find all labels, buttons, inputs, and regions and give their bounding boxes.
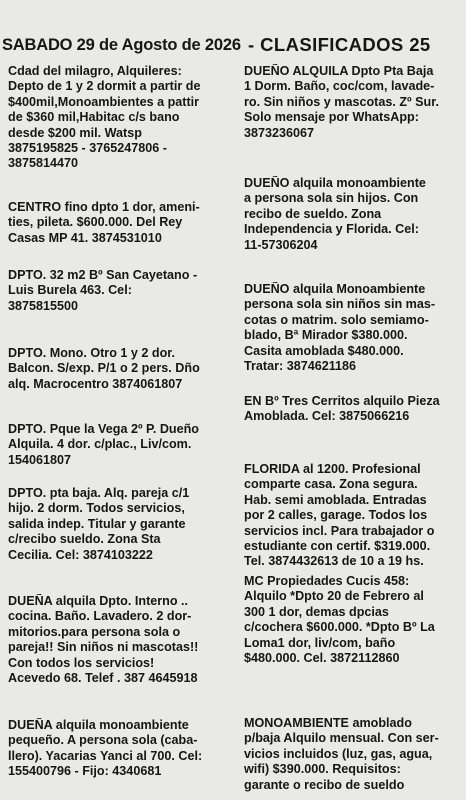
ad-text-line: de $360 mil,Habitac c/s bano	[8, 110, 180, 125]
ad-text-line: blado, Bª Mirador $380.000.	[244, 328, 408, 343]
classified-ad	[244, 574, 460, 666]
ad-text-line: wifi) $390.000. Requisitos:	[244, 762, 401, 777]
classified-ad	[8, 718, 230, 780]
classified-ad	[8, 268, 230, 314]
ad-text-line: Depto de 1 y 2 dormit a partir de	[8, 79, 201, 94]
ad-text-line: CENTRO fino dpto 1 dor, ameni-	[8, 200, 200, 214]
ad-text-line: vicios incluidos (luz, gas, agua,	[244, 746, 433, 761]
ad-text-line: 154061807	[8, 452, 72, 467]
ad-text-line: cocina. Baño. Lavadero. 2 dor-	[8, 609, 192, 624]
ad-text-line: Con todos los servicios!	[8, 655, 155, 670]
issue-date: SABADO 29 de Agosto de 2026	[2, 36, 241, 54]
ad-text-line: Alquila. 4 dor. c/plac., Liv/com.	[8, 437, 192, 452]
ad-text-line: pequeño. A persona sola (caba-	[8, 733, 198, 748]
ad-text-line: DUEÑA alquila monoambiente	[8, 718, 189, 732]
classified-ad	[8, 346, 230, 392]
ad-text-line: MC Propiedades Cucis 458:	[244, 574, 410, 588]
ad-text-line: ties, pileta. $600.000. Del Rey	[8, 215, 183, 230]
ad-text-line: DUEÑO ALQUILA Dpto Pta Baja	[244, 64, 434, 78]
ad-text-line: c/cochera $600.000. *Dpto Bº La	[244, 620, 435, 635]
ad-text-line: 3875814470	[8, 156, 79, 171]
ad-text-line: DUEÑO alquila monoambiente	[244, 176, 426, 190]
ad-text-line: c/recibo sueldo. Zona Sta	[8, 532, 161, 547]
ad-text-line: comparte casa. Zona segura.	[244, 477, 418, 492]
ad-text-line: 3875195825 - 3765247806 -	[8, 141, 167, 156]
ad-text-line: p/baja Alquilo mensual. Con ser-	[244, 731, 439, 746]
ad-text-line: Alquilo *Dpto 20 de Febrero al	[244, 589, 424, 604]
classified-ad	[8, 200, 230, 246]
ad-text-line: cotas o matrim. solo semiamo-	[244, 312, 429, 327]
classified-ad	[244, 176, 460, 253]
ad-text-line: llero). Yacarias Yanci al 700. Cel:	[8, 748, 203, 763]
ad-text-line: DPTO. Mono. Otro 1 y 2 dor.	[8, 346, 176, 360]
ad-text-line: alq. Macrocentro 3874061807	[8, 376, 183, 391]
ad-text-line: pareja!! Sin niños ni mascotas!!	[8, 640, 199, 655]
ad-text-line: DUEÑA alquila Dpto. Interno ..	[8, 594, 189, 608]
classified-ad	[244, 716, 460, 793]
ad-text-line: 11-57306204	[244, 237, 318, 252]
header-separator: -	[248, 34, 255, 55]
ad-text-line: EN Bº Tres Cerritos alquilo Pieza	[244, 394, 440, 408]
classified-ad	[8, 422, 230, 468]
ad-text-line: por 2 calles, garage. Todos los	[244, 508, 428, 523]
ad-text-line: Tratar: 3874621186	[244, 359, 357, 374]
ad-text-line: DPTO. Pque la Vega 2º P. Dueño	[8, 422, 200, 436]
ad-text-line: Loma1 dor, liv/com, baño	[244, 635, 396, 650]
ad-text-line: Luis Burela 463. Cel:	[8, 283, 132, 298]
ad-text-line: DPTO. pta baja. Alq. pareja c/1	[8, 486, 190, 500]
ad-text-line: Cdad del milagro, Alquileres:	[8, 64, 182, 78]
ad-text-line: estudiante con certif. $319.000.	[244, 539, 431, 554]
ad-text-line: Casita amoblada $480.000.	[244, 343, 404, 358]
section-title	[248, 34, 431, 56]
ad-text-line: Casas MP 41. 3874531010	[8, 230, 162, 245]
classified-ad	[244, 282, 460, 374]
ad-text-line: 3873236067	[244, 125, 315, 140]
ad-text-line: 300 1 dor, demas dpcias	[244, 604, 389, 619]
ad-text-line: Independencia y Florida. Cel:	[244, 222, 419, 237]
classified-ad	[8, 486, 230, 563]
ad-text-line: Solo mensaje por WhatsApp:	[244, 110, 419, 125]
ad-text-line: Tel. 3874432613 de 10 a 19 hs.	[244, 554, 424, 569]
ad-text-line: $480.000. Cel. 3872112860	[244, 651, 400, 666]
ad-text-line: a persona sola sin hijos. Con	[244, 191, 419, 206]
classified-ad	[244, 394, 460, 425]
ad-text-line: Amoblada. Cel: 3875066216	[244, 409, 410, 424]
ad-text-line: servicios incl. Para trabajador o	[244, 523, 435, 538]
classified-ad	[244, 64, 460, 141]
ad-text-line: salida indep. Titular y garante	[8, 516, 186, 531]
ad-text-line: FLORIDA al 1200. Profesional	[244, 462, 421, 476]
section-name: CLASIFICADOS 25	[260, 34, 431, 55]
ad-text-line: ro. Sin niños y mascotas. Zº Sur.	[244, 94, 439, 109]
ad-text-line: persona sola sin niños sin mas-	[244, 297, 436, 312]
ad-text-line: 155400796 - Fijo: 4340681	[8, 764, 162, 779]
ad-text-line: MONOAMBIENTE amoblado	[244, 716, 412, 730]
ad-text-line: garante o recibo de sueldo	[244, 777, 405, 792]
ad-text-line: 1 Dorm. Baño, coc/com, lavade-	[244, 79, 435, 94]
ad-text-line: 3875815500	[8, 298, 79, 313]
ad-text-line: Acevedo 68. Telef . 387 4645918	[8, 671, 198, 686]
page-header	[0, 8, 466, 54]
ad-text-line: hijo. 2 dorm. Todos servicios,	[8, 501, 185, 516]
ad-text-line: Cecilia. Cel: 3874103222	[8, 547, 153, 562]
ad-text-line: desde $200 mil. Watsp	[8, 125, 142, 140]
classified-ad	[8, 594, 230, 686]
ad-text-line: Balcon. S/exp. P/1 o 2 pers. Dño	[8, 361, 200, 376]
ad-text-line: DUEÑO alquila Monoambiente	[244, 282, 426, 296]
ad-text-line: Hab. semi amoblada. Entradas	[244, 492, 427, 507]
classified-ad	[8, 64, 230, 172]
classified-ad	[244, 462, 460, 570]
ad-text-line: $400mil,Monoambientes a pattir	[8, 94, 200, 109]
ad-text-line: recibo de sueldo. Zona	[244, 206, 382, 221]
ad-text-line: DPTO. 32 m2 Bº San Cayetano -	[8, 268, 198, 282]
ad-text-line: mitorios.para persona sola o	[8, 624, 181, 639]
